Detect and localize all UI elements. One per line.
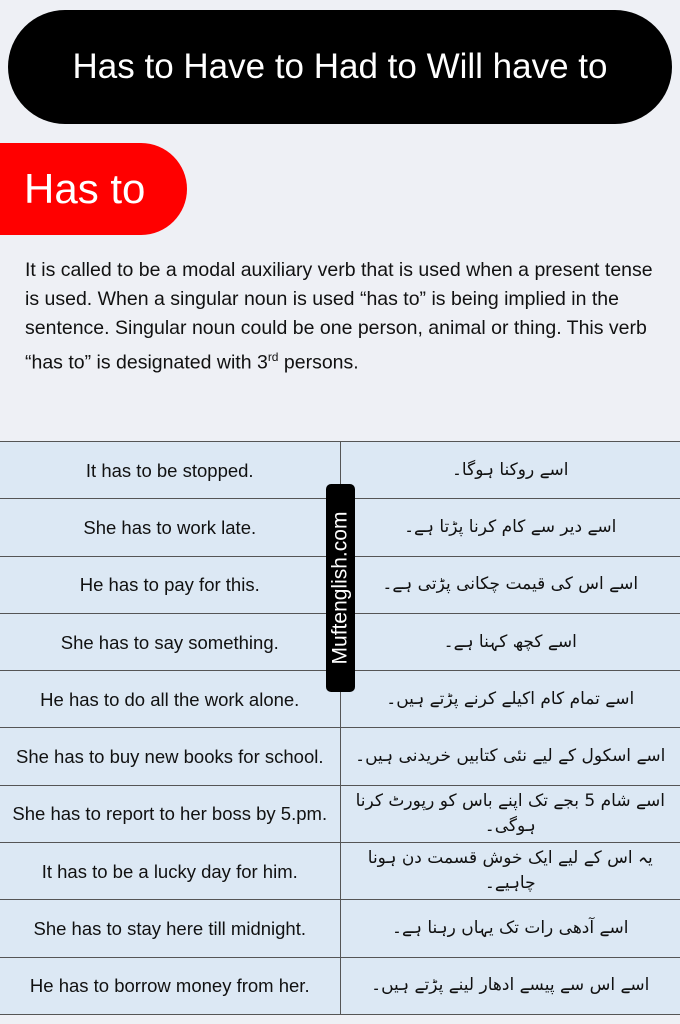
table-row: [0, 728, 680, 785]
urdu-translation: یہ اس کے لیے ایک خوش قسمت دن ہونا چاہیے۔: [340, 843, 680, 900]
description-sup: rd: [267, 350, 279, 364]
table-row: [0, 843, 680, 900]
description-tail: persons.: [278, 351, 359, 374]
urdu-translation: اسے شام 5 بجے تک اپنے باس کو رپورٹ کرنا ہوگی۔: [340, 785, 680, 842]
english-sentence: He has to do all the work alone.: [0, 671, 340, 728]
page-title: Has to Have to Had to Will have to: [8, 10, 672, 124]
english-sentence: She has to buy new books for school.: [0, 728, 340, 785]
table-row: [0, 957, 680, 1014]
description: [25, 256, 655, 378]
table-row: [0, 900, 680, 957]
table-row: [0, 785, 680, 842]
urdu-translation: اسے روکنا ہوگا۔: [340, 442, 680, 499]
english-sentence: It has to be a lucky day for him.: [0, 843, 340, 900]
english-sentence: It has to be stopped.: [0, 442, 340, 499]
urdu-translation: اسے اس سے پیسے ادھار لینے پڑتے ہیں۔: [340, 957, 680, 1014]
watermark-text: Muftenglish.com: [328, 511, 352, 665]
urdu-translation: اسے اسکول کے لیے نئی کتابیں خریدنی ہیں۔: [340, 728, 680, 785]
urdu-translation: اسے کچھ کہنا ہے۔: [340, 613, 680, 670]
english-sentence: He has to pay for this.: [0, 556, 340, 613]
urdu-translation: اسے دیر سے کام کرنا پڑتا ہے۔: [340, 499, 680, 556]
watermark: [326, 484, 355, 692]
english-sentence: She has to report to her boss by 5.pm.: [0, 785, 340, 842]
urdu-translation: اسے تمام کام اکیلے کرنے پڑتے ہیں۔: [340, 671, 680, 728]
section-heading: Has to: [0, 143, 187, 235]
english-sentence: She has to stay here till midnight.: [0, 900, 340, 957]
english-sentence: She has to say something.: [0, 613, 340, 670]
english-sentence: She has to work late.: [0, 499, 340, 556]
description-text: It is called to be a modal auxiliary verb that is used when a present tense is used. When a singular noun is used “has to” is being implied in the sentence. Singular noun could be one person, animal or thing. This verb “has to” is designated with 3: [25, 259, 653, 374]
urdu-translation: اسے آدھی رات تک یہاں رہنا ہے۔: [340, 900, 680, 957]
english-sentence: He has to borrow money from her.: [0, 957, 340, 1014]
urdu-translation: اسے اس کی قیمت چکانی پڑتی ہے۔: [340, 556, 680, 613]
